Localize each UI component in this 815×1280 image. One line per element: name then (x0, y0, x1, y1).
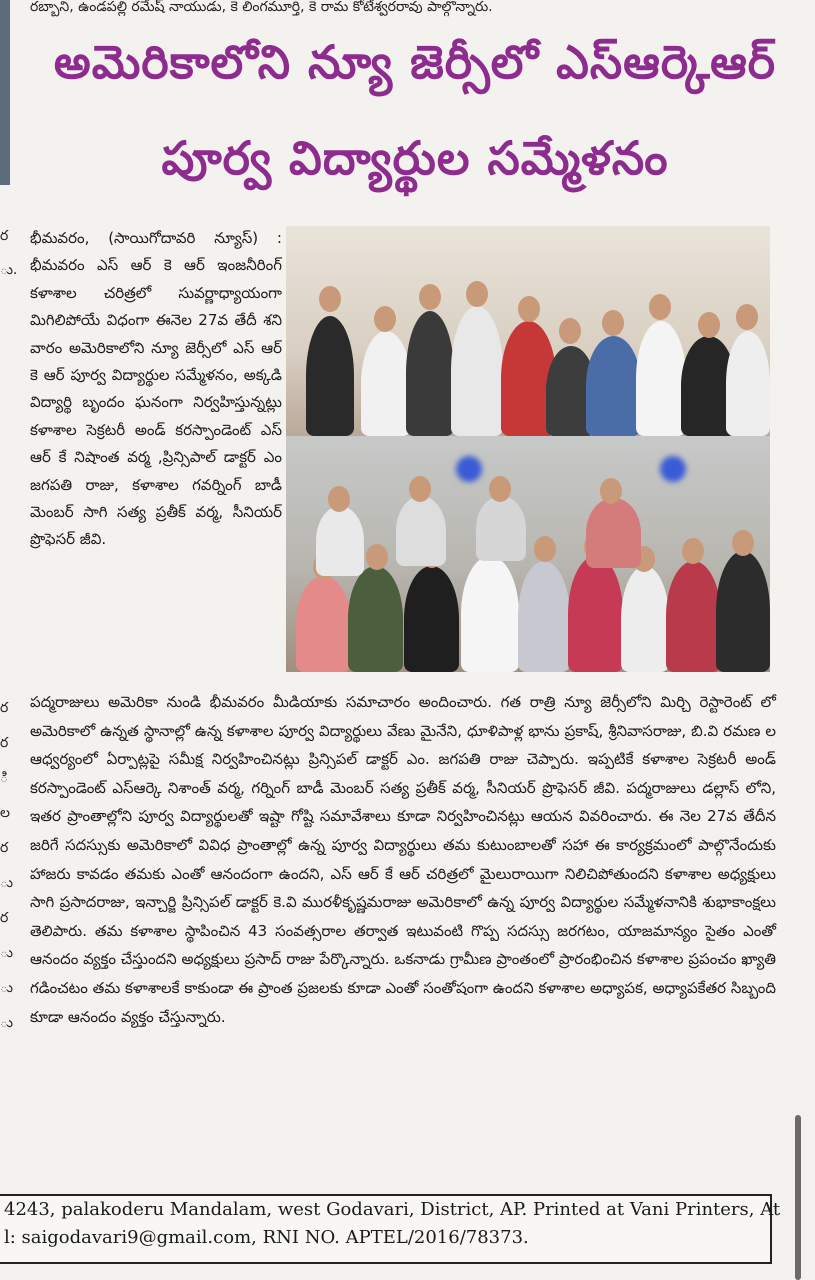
previous-article-last-line: రబ్బాని, ఉండపల్లి రమేష్ నాయుడు, కె లింగమూర్తి, కె రామ కోటేశ్వరరావు పాల్గొన్నారు. (30, 0, 493, 15)
adjacent-column-fragment: ు (0, 980, 13, 996)
headline-line-2: పూర్వ విద్యార్థుల సమ్మేళనం (161, 131, 669, 185)
adjacent-column-fragment: ు. (0, 262, 18, 278)
adjacent-column-fragment: ు (0, 875, 13, 891)
adjacent-column-fragment: ర (0, 735, 9, 751)
adjacent-column-fragment: ు (0, 945, 13, 961)
footer-contact-line: l: saigodavari9@gmail.com, RNI NO. APTEL/2016/78373. (4, 1227, 529, 1248)
adjacent-column-fragment: ర (0, 700, 9, 716)
page-scrollbar[interactable] (795, 1115, 801, 1280)
adjacent-photo-edge (0, 0, 10, 185)
footer-address-line: 4243, palakoderu Mandalam, west Godavari, District, AP. Printed at Vani Printers, At (4, 1199, 781, 1220)
adjacent-column-fragment: ర (0, 910, 9, 926)
article-full-width-paragraph: పద్మరాజులు అమెరికా నుండి భీమవరం మీడియాకు సమాచారం అందించారు. గత రాత్రి న్యూ జెర్సీలోని మిర్చి రెస్టారెంట్ లో అమెరికాలో ఉన్నత స్థానాల్లో ఉన్న కళాశాల పూర్వ విద్యార్థులు వేణు మైనేని, ధూళిపాళ్ల భాను ప్రకాష్, శ్రీనివాసరాజు, బి.వి రమణ ల ఆధ్వర్యంలో ఏర్పాట్లపై సమీక్ష నిర్వహించినట్లు ప్రిన్సిపల్ డాక్టర్ ఎం. జగపతి రాజు చెప్పారు. ఇప్పటికే కళాశాల సెక్రటరీ అండ్ కరస్పాండెంట్ ఎస్ఆర్కె నిశాంత్ వర్మ, గర్నింగ్ బాడీ మెంబర్ సత్య ప్రతీక్ వర్మ, సీనియర్ ప్రొఫెసర్ జీవి. పద్మరాజులు డల్లాస్ లోని, ఇతర ప్రాంతాల్లోని పూర్వ విద్యార్థులతో ఇష్టా గోష్టి సమావేశాలు కూడా నిర్వహించినట్లు ఆయన వివరించారు. ఈ నెల 27వ తేదీన జరిగే సదస్సుకు అమెరికాలో వివిధ ప్రాంతాల్లో ఉన్న పూర్వ విద్యార్థులు తమ కుటుంబాలతో సహా ఈ కార్యక్రమంలో పాల్గొనేందుకు హాజరు కావడం తమకు ఎంతో ఆనందంగా ఉందని, ఎస్ ఆర్ కే ఆర్ చరిత్రలో మైలురాయిగా నిలిచిపోతుందని కళాశాల అధ్యక్షులు సాగి ప్రసాదరాజు, ఇన్చార్జి ప్రిన్సిపల్ డాక్టర్ కె.వి మురళీకృష్ణమరాజు అమెరికాలో ఉన్న పూర్వ విద్యార్థుల సమ్మేళనానికి శుభాకాంక్షలు తెలిపారు. తమ కళాశాల స్థాపించిన 43 సంవత్సరాల తర్వాత ఇటువంటి గొప్ప సదస్సు జరగటం, యాజమాన్యం సైతం ఎంతో ఆనందం వ్యక్తం చేస్తుందని అధ్యక్షులు ప్రసాద్ రాజు పేర్కొన్నారు. ఒకనాడు గ్రామీణ ప్రాంతంలో ప్రారంభించిన కళాశాల ప్రపంచం ఖ్యాతి గడించటం తమ కళాశాలకే కాకుండా ఈ ప్రాంత ప్రజలకు కూడా ఎంతో సంతోషంగా ఉందని కళాశాల అధ్యాపక, అధ్యాపకేతర సిబ్బంది కూడా ఆనందం వ్యక్తం చేస్తున్నారు. (30, 693, 776, 1026)
article-column-paragraph: భీమవరం, (సాయిగోదావరి న్యూస్) : భీమవరం ఎస్ ఆర్ కె ఆర్ ఇంజనీరింగ్ కళాశాల చరిత్రలో సువర్ణాధ్యాయంగా మిగిలిపోయే విధంగా ఈనెల 27వ తేదీ శని వారం అమెరికాలోని న్యూ జెర్సీలో ఎస్ ఆర్ కె ఆర్ పూర్వ విద్యార్థుల సమ్మేళనం, అక్కడి విద్యార్థి బృందం ఘనంగా నిర్వహిస్తున్నట్లు కళాశాల సెక్రటరీ అండ్ కరస్పాండెంట్ ఎస్ ఆర్ కే నిషాంత వర్మ ,ప్రిన్సిపాల్ డాక్టర్ ఎం జగపతి రాజు, కళాశాల గవర్నింగ్ బాడీ మెంబర్ సాగి సత్య ప్రతీక్ వర్మ, సీనియర్ ప్రొఫెసర్ జీవి. (30, 229, 282, 549)
adjacent-column-fragment: ు (0, 1015, 13, 1031)
headline-line-1: అమెరికాలోని న్యూ జెర్సీలో ఎస్ఆర్కెఆర్ (53, 35, 777, 89)
adjacent-column-fragment: ర (0, 840, 9, 856)
alumni-group-photo-1 (286, 226, 770, 436)
publication-footer (0, 1194, 781, 1264)
alumni-group-photo-2 (286, 436, 770, 672)
adjacent-column-fragment: ి (0, 770, 9, 786)
adjacent-column-fragment: ల (0, 805, 10, 821)
adjacent-column-fragment: ర (0, 228, 9, 244)
